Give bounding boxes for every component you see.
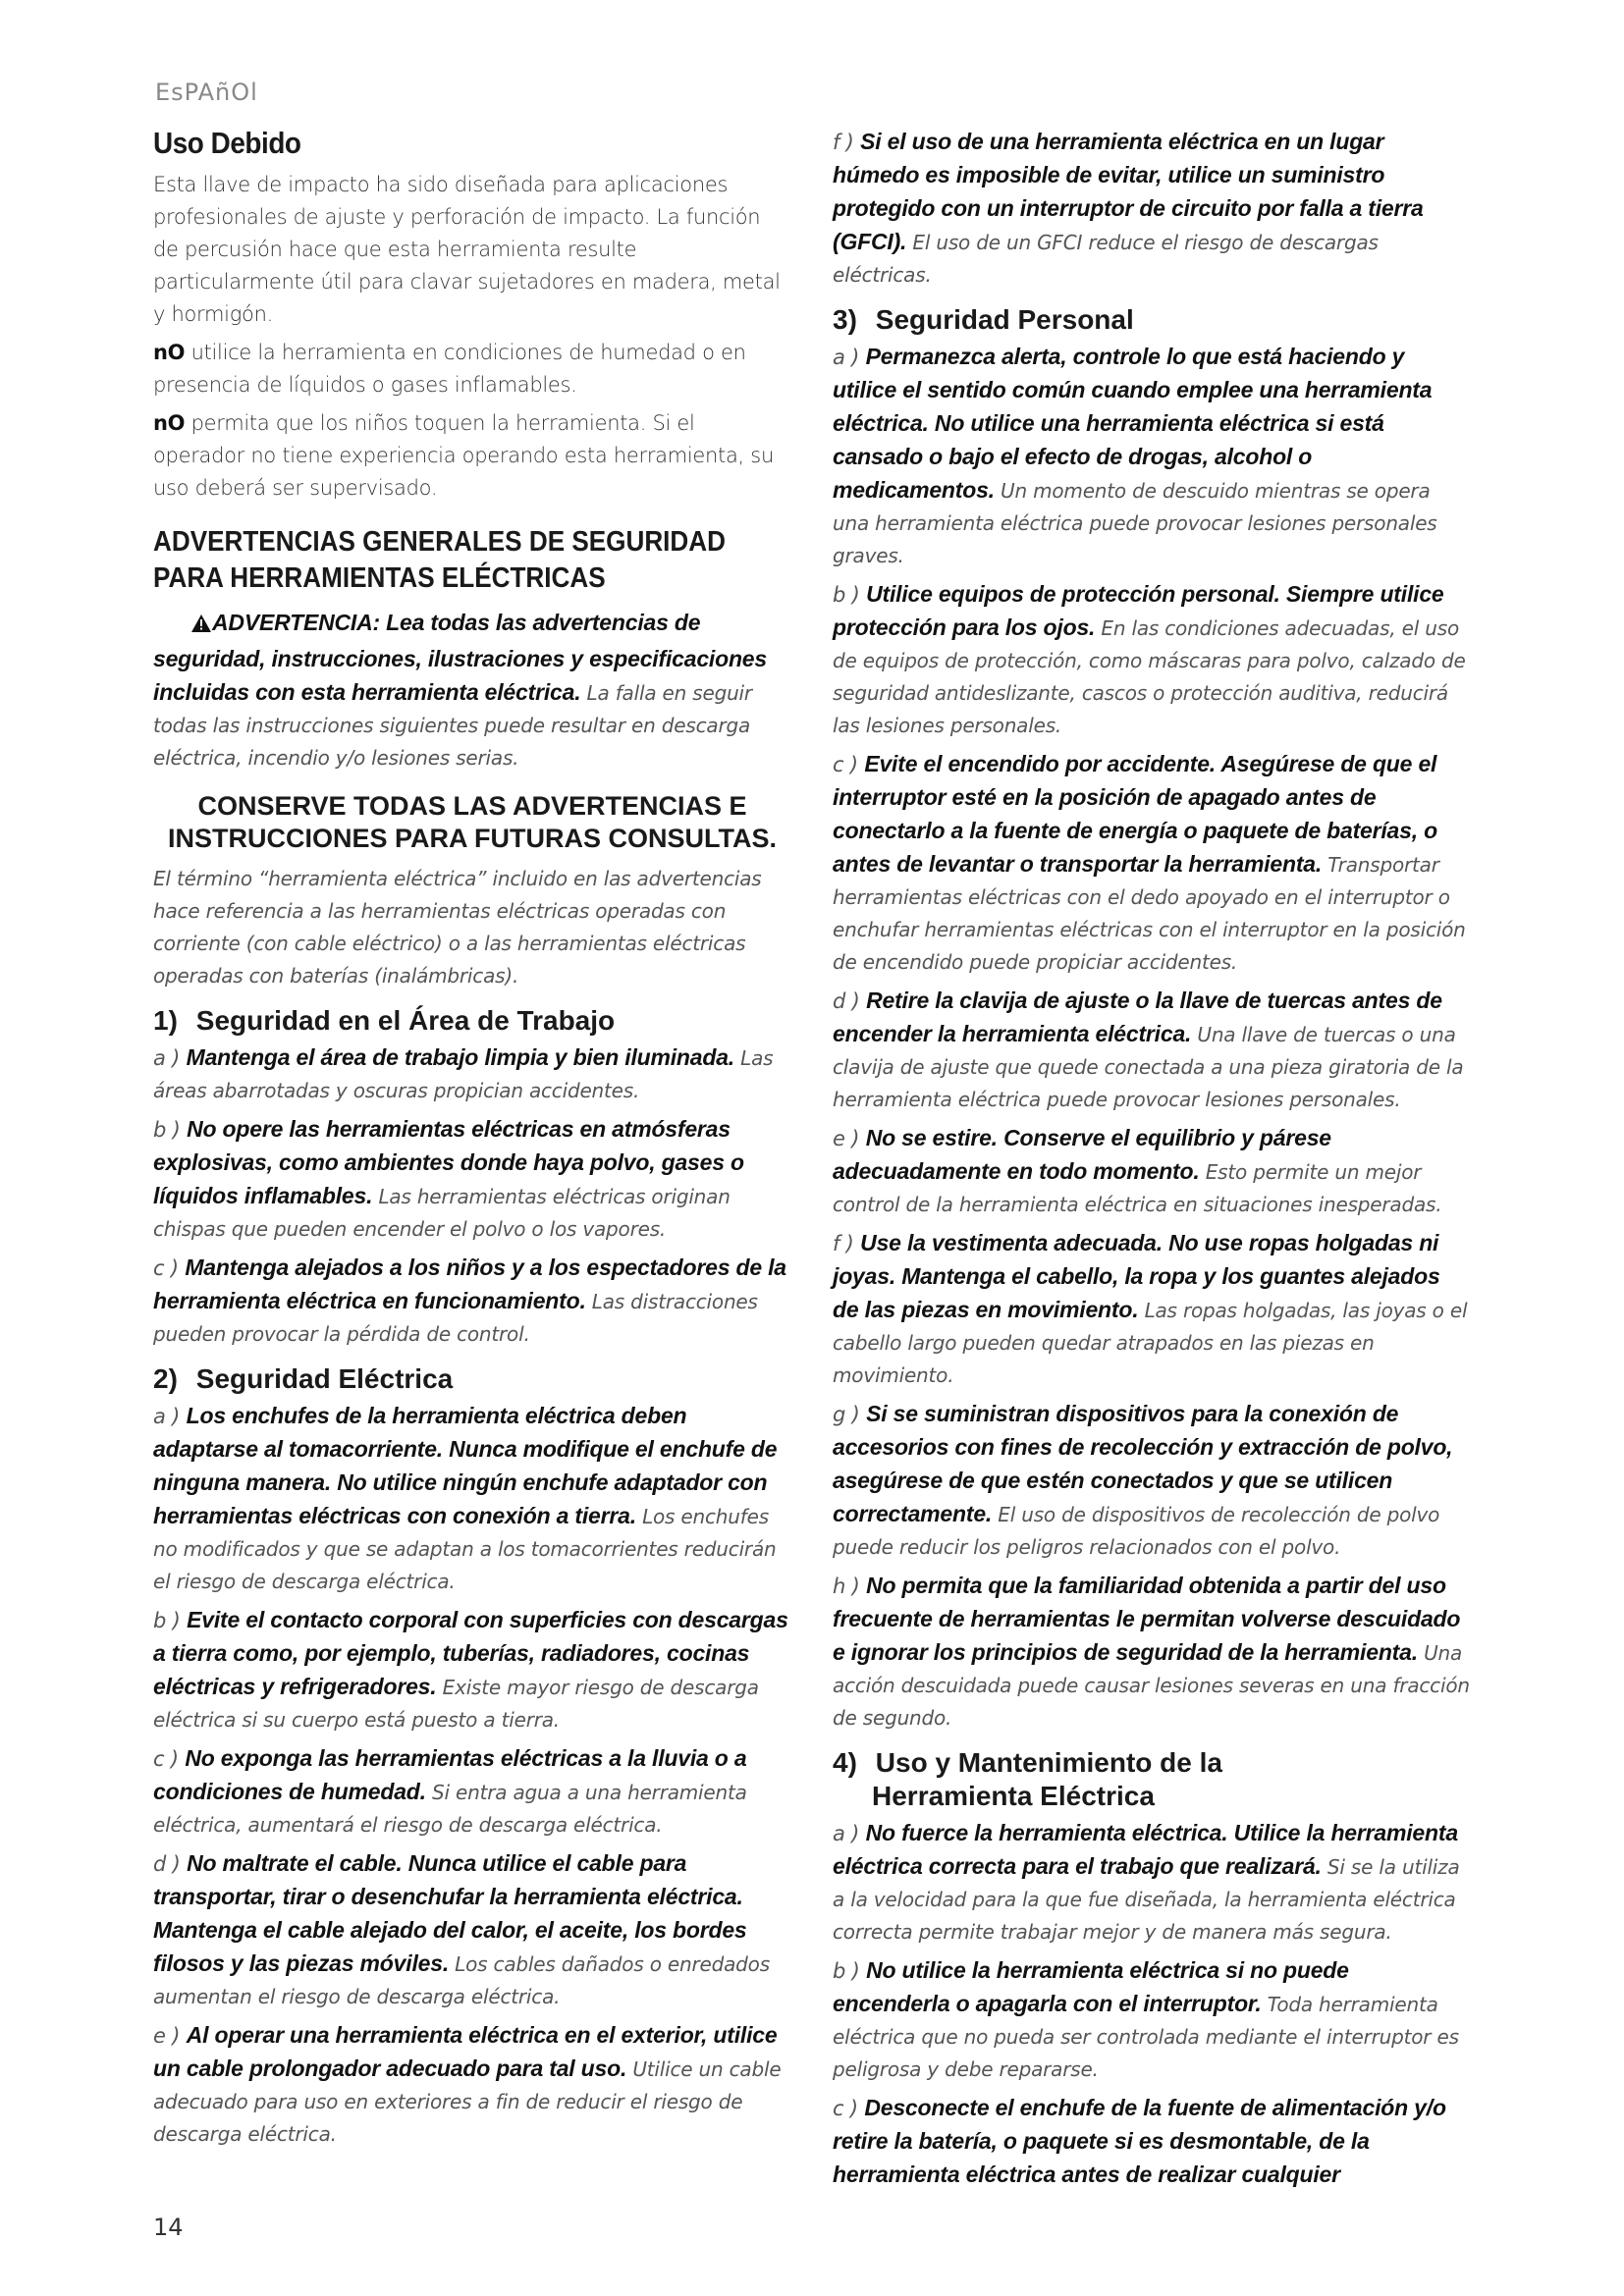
item-label: e ) (153, 2024, 181, 2048)
intended-use-para1: Esta llave de impacto ha sido diseñada para aplicaciones profesionales de ajuste y perforación de impacto. La función de percusión hace que esta herramienta resulte particularmente útil para clavar sujetadores en madera, metal y hormigón. (153, 173, 781, 326)
section-title-line2: Herramienta Eléctrica (872, 1781, 1155, 1811)
section-1-items (153, 1041, 791, 1351)
item-label: b ) (153, 1118, 181, 1142)
item-bold: Mantenga el área de trabajo limpia y bien iluminada. (186, 1044, 734, 1070)
intended-use-para2 (153, 337, 791, 401)
list-item (833, 126, 1471, 292)
item-bold: Al operar una herramienta eléctrica en el exterior, utilice un cable prolongador adecuado para tal uso. (153, 2022, 778, 2081)
general-warnings-title: ADVERTENCIAS GENERALES DE SEGURIDAD PARA HERRAMIENTAS ELÉCTRICAS (153, 526, 726, 594)
item-text: Las ropas holgadas, las joyas o el cabello largo pueden quedar atrapados en las piezas en movimiento. (833, 1299, 1468, 1387)
list-item (833, 748, 1471, 979)
item-label: b ) (833, 1959, 860, 1983)
language-header: EsPAñOl (155, 79, 258, 106)
list-item (833, 985, 1471, 1116)
item-bold: Los enchufes de la herramienta eléctrica deben adaptarse al tomacorriente. Nunca modifique el enchufe de ninguna manera. No utilice ningún enchufe adaptador con herramientas eléctricas con conexión a tierra. (153, 1403, 778, 1528)
section-number: 1) (153, 1005, 178, 1036)
intended-use-para3 (153, 407, 791, 505)
item-bold: No permita que la familiaridad obtenida a partir del uso frecuente de herramientas le permitan volverse descuidado e ignorar los principios de seguridad de la herramienta. (833, 1573, 1461, 1665)
para3-text: permita que los niños toquen la herramienta. Si el operador no tiene experiencia operando esta herramienta, su uso deberá ser supervisado. (153, 411, 774, 500)
item-bold: No maltrate el cable. Nunca utilice el cable para transportar, tirar o desenchufar la herramienta eléctrica. Mantenga el cable alejado del calor, el aceite, los bordes filosos y las piezas móviles. (153, 1850, 747, 1976)
item-text: Toda herramienta eléctrica que no pueda ser controlada mediante el interruptor es peligrosa y debe repararse. (833, 1993, 1459, 2081)
warning-paragraph (153, 607, 791, 774)
list-item (153, 1604, 791, 1736)
item-label: a ) (833, 1822, 860, 1845)
item-bold: Si se suministran dispositivos para la conexión de accesorios con fines de recolección y extracción de polvo, asegúrese de que estén conectados y que se utilicen correctamente. (833, 1401, 1453, 1526)
item-text: Una acción descuidada puede causar lesiones severas en una fracción de segundo. (833, 1641, 1470, 1730)
item-label: d ) (153, 1852, 181, 1876)
list-item (153, 1113, 791, 1246)
item-text: Las distracciones pueden provocar la pérdida de control. (153, 1290, 758, 1346)
list-item (833, 341, 1471, 572)
list-item (153, 1252, 791, 1351)
warning-triangle-icon (190, 611, 212, 643)
item-bold: Utilice equipos de protección personal. Siempre utilice protección para los ojos. (833, 581, 1444, 640)
no-bold: nO (153, 411, 186, 435)
left-column (153, 126, 791, 2157)
item-bold: Si el uso de una herramienta eléctrica en un lugar húmedo es imposible de evitar, utilice un suministro protegido con un interruptor de circuito por falla a tierra (GFCI). (833, 129, 1424, 254)
section-4-items (833, 1817, 1471, 2192)
item-label: a ) (833, 346, 860, 369)
section-1-heading (153, 1004, 791, 1038)
item-bold: Permanezca alerta, controle lo que está haciendo y utilice el sentido común cuando emplee una herramienta eléctrica. No utilice una herramienta eléctrica si está cansado o bajo el efecto de drogas, alcohol o medicamentos. (833, 344, 1433, 503)
item-text: El uso de un GFCI reduce el riesgo de descargas eléctricas. (833, 231, 1379, 287)
item-label: b ) (153, 1609, 181, 1632)
section-3-items (833, 341, 1471, 1735)
conserve-heading: CONSERVE TODAS LAS ADVERTENCIAS E INSTRUCCIONES PARA FUTURAS CONSULTAS. (168, 791, 777, 853)
list-item (833, 1570, 1471, 1735)
list-item (153, 2019, 791, 2151)
list-item (153, 1742, 791, 1842)
section-title-line1: Uso y Mantenimiento de la (875, 1747, 1222, 1778)
item-text: Transportar herramientas eléctricas con el dedo apoyado en el interruptor o enchufar herramientas eléctricas con el interruptor en la posición de encendido puede propiciar accidentes. (833, 853, 1466, 974)
item-text: Los enchufes no modificados y que se adaptan a los tomacorrientes reducirán el riesgo de descarga eléctrica. (153, 1505, 777, 1593)
section-4-heading (833, 1746, 1471, 1813)
right-column (833, 126, 1471, 2198)
no-bold: nO (153, 341, 186, 364)
item-text: Esto permite un mejor control de la herramienta eléctrica en situaciones inesperadas. (833, 1160, 1442, 1216)
list-item (833, 1398, 1471, 1564)
item-bold: Evite el contacto corporal con superficies con descargas a tierra como, por ejemplo, tuberías, radiadores, cocinas eléctricas y refrigeradores. (153, 1607, 788, 1699)
section-title: Seguridad Personal (875, 304, 1134, 335)
item-label: a ) (153, 1405, 181, 1428)
item-label: c ) (153, 1256, 179, 1280)
item-label: a ) (153, 1046, 181, 1070)
item-text: Si entra agua a una herramienta eléctrica, aumentará el riesgo de descarga eléctrica. (153, 1781, 747, 1837)
item-label: b ) (833, 583, 860, 607)
section-2-items-left (153, 1400, 791, 2151)
section-title: Seguridad Eléctrica (195, 1363, 454, 1394)
item-bold: No fuerce la herramienta eléctrica. Utilice la herramienta eléctrica correcta para el trabajo que realizará. (833, 1820, 1458, 1879)
list-item (833, 1122, 1471, 1221)
item-text: Utilice un cable adecuado para uso en exteriores a fin de reducir el riesgo de descarga eléctrica. (153, 2057, 782, 2146)
list-item (153, 1400, 791, 1598)
list-item (153, 1847, 791, 2013)
section-number: 4) (833, 1747, 857, 1778)
item-label: f ) (833, 131, 854, 154)
item-text: Existe mayor riesgo de descarga eléctrica si su cuerpo está puesto a tierra. (153, 1676, 759, 1732)
item-bold: Evite el encendido por accidente. Asegúrese de que el interruptor esté en la posición de apagado antes de conectarlo a la fuente de energía o paquete de baterías, o antes de levantar o transportar la herramienta. (833, 751, 1437, 877)
item-text: Si se la utiliza a la velocidad para la que fue diseñada, la herramienta eléctrica correcta permite trabajar mejor y de manera más segura. (833, 1855, 1460, 1944)
item-text: Un momento de descuido mientras se opera una herramienta eléctrica puede provocar lesiones personales graves. (833, 479, 1437, 567)
warning-bold: ADVERTENCIA: Lea todas las advertencias de seguridad, instrucciones, ilustraciones y especificaciones incluidas con esta herramienta eléctrica. (153, 610, 767, 705)
page-number: 14 (153, 2214, 184, 2241)
list-item (153, 1041, 791, 1107)
para2-text: utilice la herramienta en condiciones de humedad o en presencia de líquidos o gases inflamables. (153, 341, 746, 397)
item-text: En las condiciones adecuadas, el uso de equipos de protección, como máscaras para polvo, calzado de seguridad antideslizante, cascos o protección auditiva, reducirá las lesiones personales. (833, 616, 1466, 737)
section-2-items-right (833, 126, 1471, 292)
item-label: g ) (833, 1403, 860, 1426)
item-text: Las herramientas eléctricas originan chispas que pueden encender el polvo o los vapores. (153, 1185, 731, 1241)
item-label: e ) (833, 1127, 860, 1150)
item-bold: Desconecte el enchufe de la fuente de alimentación y/o retire la batería, o paquete si es desmontable, de la herramienta eléctrica antes de realizar cualquier (833, 2095, 1446, 2187)
section-3-heading (833, 303, 1471, 337)
item-label: c ) (153, 1747, 179, 1771)
section-2-heading (153, 1362, 791, 1396)
item-bold: No exponga las herramientas eléctricas a la lluvia o a condiciones de humedad. (153, 1745, 747, 1804)
section-number: 2) (153, 1363, 178, 1394)
list-item (833, 1954, 1471, 2086)
term-text: El término “herramienta eléctrica” incluido en las advertencias hace referencia a las herramientas eléctricas operadas con corriente (con cable eléctrico) o a las herramientas eléctricas operadas con baterías (inalámbricas). (153, 867, 762, 988)
item-text: Los cables dañados o enredados aumentan el riesgo de descarga eléctrica. (153, 1952, 770, 2008)
item-label: d ) (833, 989, 860, 1013)
item-bold: Retire la clavija de ajuste o la llave de tuercas antes de encender la herramienta eléctrica. (833, 988, 1442, 1046)
list-item (833, 1817, 1471, 1949)
item-bold: Use la vestimenta adecuada. No use ropas holgadas ni joyas. Mantenga el cabello, la ropa y los guantes alejados de las piezas en movimiento. (833, 1230, 1440, 1322)
item-label: c ) (833, 2097, 858, 2120)
list-item (833, 1227, 1471, 1392)
term-paragraph (153, 863, 791, 992)
section-title: Seguridad en el Área de Trabajo (195, 1005, 616, 1036)
item-bold: No se estire. Conserve el equilibrio y párese adecuadamente en todo momento. (833, 1125, 1331, 1184)
item-label: f ) (833, 1232, 854, 1255)
item-text: Una llave de tuercas o una clavija de ajuste que quede conectada a una pieza giratoria de la herramienta eléctrica puede provocar lesiones personales. (833, 1023, 1464, 1111)
item-label: h ) (833, 1575, 860, 1598)
intended-use-title: Uso Debido (153, 126, 301, 160)
list-item (833, 578, 1471, 742)
section-number: 3) (833, 304, 857, 335)
warning-text: La falla en seguir todas las instrucciones siguientes puede resultar en descarga eléctrica, incendio y/o lesiones serias. (153, 681, 752, 770)
item-text: El uso de dispositivos de recolección de polvo puede reducir los peligros relacionados con el polvo. (833, 1503, 1440, 1559)
item-label: c ) (833, 753, 858, 776)
list-item (833, 2092, 1471, 2192)
item-bold: No utilice la herramienta eléctrica si no puede encenderla o apagarla con el interruptor. (833, 1957, 1349, 2016)
item-bold: Mantenga alejados a los niños y a los espectadores de la herramienta eléctrica en funcionamiento. (153, 1255, 786, 1313)
item-text: Las áreas abarrotadas y oscuras propician accidentes. (153, 1046, 774, 1102)
item-bold: No opere las herramientas eléctricas en atmósferas explosivas, como ambientes donde haya polvo, gases o líquidos inflamables. (153, 1116, 744, 1208)
